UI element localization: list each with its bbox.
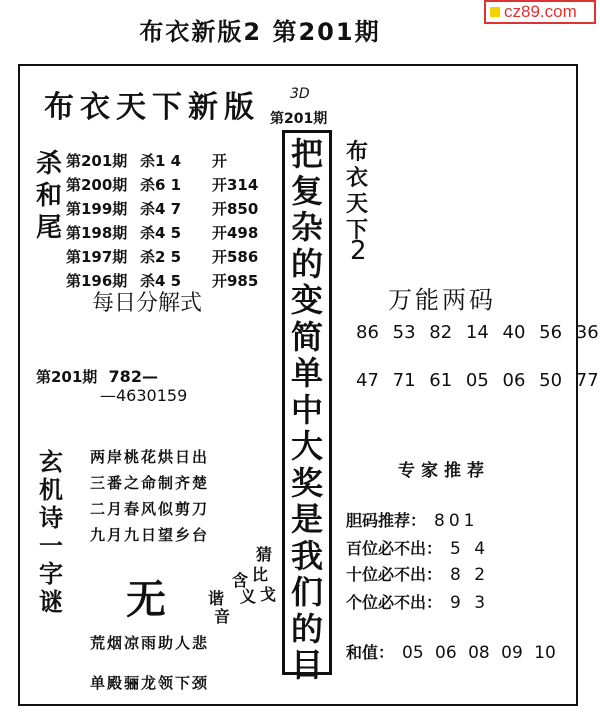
kill-row xyxy=(66,150,227,171)
poem-line: 两岸桃花烘日出 xyxy=(90,448,210,466)
brand-title: 布衣天下新版 xyxy=(44,90,260,125)
row-sum: 开586 xyxy=(212,248,259,266)
row-issue: 第199期 xyxy=(66,200,128,218)
slogan-char: 我 xyxy=(290,536,323,575)
site-name: cz89.com xyxy=(504,2,577,21)
poem-label xyxy=(36,448,66,616)
sum-row xyxy=(346,640,556,663)
kill-tail-label xyxy=(34,148,64,244)
daily-line-2: —4630159 xyxy=(100,386,188,405)
row-issue: 第197期 xyxy=(66,248,128,266)
slogan-char: 们 xyxy=(290,573,323,611)
daily-issue xyxy=(36,366,158,387)
row-kill: 杀6 1 xyxy=(140,176,182,194)
right-brand xyxy=(342,140,372,244)
hint-char: 音 xyxy=(214,607,231,626)
expert-title: 专家推荐 xyxy=(398,461,490,481)
slogan-char: 单 xyxy=(290,354,323,392)
rec-value: 5 4 xyxy=(450,539,490,559)
label-char: 玄 xyxy=(39,448,63,476)
brand-char: 天 xyxy=(345,192,368,217)
row-issue: 第198期 xyxy=(66,224,128,242)
label-char: 尾 xyxy=(35,213,62,243)
slogan-char: 大 xyxy=(290,427,323,465)
slogan-char: 的 xyxy=(290,609,323,648)
slogan-char: 是 xyxy=(290,500,323,538)
sum-label: 和值： xyxy=(346,643,395,662)
row-sum: 开985 xyxy=(212,272,259,290)
kill-row xyxy=(66,222,258,243)
brand-char: 布 xyxy=(345,140,368,165)
kill-row xyxy=(66,246,258,267)
rec-value: 8 2 xyxy=(450,565,490,585)
row-sum: 开314 xyxy=(212,176,259,194)
site-badge[interactable] xyxy=(484,0,596,24)
poem-bottom-2: 单殿骊龙领下颈 xyxy=(90,674,210,692)
row-kill: 杀4 5 xyxy=(140,224,182,242)
slogan-char: 目 xyxy=(290,646,323,684)
brand-char: 衣 xyxy=(345,166,368,191)
label-char: 诗 xyxy=(39,504,63,532)
row-kill: 杀2 5 xyxy=(140,248,182,266)
universal-row-1: 86 53 82 14 40 56 36 xyxy=(356,322,599,343)
hint-char: 比 xyxy=(252,565,269,584)
row-issue: 第201期 xyxy=(66,152,128,170)
rec-row xyxy=(346,562,489,585)
daily-issue-label: 第201期 xyxy=(36,368,98,386)
rec-row xyxy=(346,536,489,559)
slogan-char: 的 xyxy=(290,244,323,283)
hint-char: 谐 xyxy=(208,589,225,608)
poem-line: 三番之命制齐楚 xyxy=(90,474,210,492)
poem-line: 九月九日望乡台 xyxy=(90,526,210,544)
page-title: 布衣新版2 第201期 xyxy=(139,18,381,46)
row-issue: 第196期 xyxy=(66,272,128,290)
poem-bottom-1: 荒烟凉雨助人悲 xyxy=(90,634,210,652)
slogan-text xyxy=(282,136,332,684)
rec-row xyxy=(346,508,478,531)
row-kill: 杀4 7 xyxy=(140,200,182,218)
tag-3d: 3D xyxy=(290,86,310,102)
poem-line: 二月春风似剪刀 xyxy=(90,500,210,518)
rec-row xyxy=(346,590,489,613)
hint-char: 含 xyxy=(232,571,249,590)
issue-label: 第201期 xyxy=(270,111,328,127)
slogan-char: 奖 xyxy=(290,463,323,502)
slogan-char: 中 xyxy=(290,390,323,429)
daily-title: 每日分解式 xyxy=(92,291,203,316)
slogan-char: 复 xyxy=(290,171,323,210)
label-char: 杀 xyxy=(35,149,62,179)
universal-row-2: 47 71 61 05 06 50 77 xyxy=(356,370,599,391)
rec-label: 胆码推荐： xyxy=(346,511,427,530)
hint-char: 义 xyxy=(240,587,257,606)
hint-char: 戈 xyxy=(260,585,277,604)
rec-label: 十位必不出： xyxy=(346,565,443,584)
hint-char: 猜 xyxy=(256,545,273,564)
brand-char: 下 xyxy=(345,218,368,243)
label-char: 谜 xyxy=(39,588,63,616)
row-kill: 杀4 5 xyxy=(140,272,182,290)
slogan-char: 变 xyxy=(290,281,323,319)
kill-row xyxy=(66,174,258,195)
rec-value: 9 3 xyxy=(450,593,490,613)
rec-label: 百位必不出： xyxy=(346,539,443,558)
label-char: 机 xyxy=(39,476,63,504)
riddle-answer: 无 xyxy=(126,577,166,623)
slogan-char: 简 xyxy=(290,317,323,356)
badge-square-icon xyxy=(490,7,500,17)
slogan-char: 把 xyxy=(290,135,323,173)
label-char: 字 xyxy=(39,560,63,588)
kill-row xyxy=(66,198,258,219)
row-kill: 杀1 4 xyxy=(140,152,182,170)
row-sum: 开498 xyxy=(212,224,259,242)
brand-number: 2 xyxy=(350,236,367,266)
sum-values: 05 06 08 09 10 xyxy=(402,643,556,663)
row-sum: 开850 xyxy=(212,200,259,218)
row-issue: 第200期 xyxy=(66,176,128,194)
universal-title: 万能两码 xyxy=(388,286,496,314)
slogan-char: 杂 xyxy=(290,208,323,246)
label-char: 一 xyxy=(39,532,63,560)
rec-label: 个位必不出： xyxy=(346,593,443,612)
daily-line-1: 782— xyxy=(108,367,158,386)
rec-value: 801 xyxy=(434,511,479,531)
label-char: 和 xyxy=(35,181,62,211)
row-sum: 开 xyxy=(212,152,228,170)
